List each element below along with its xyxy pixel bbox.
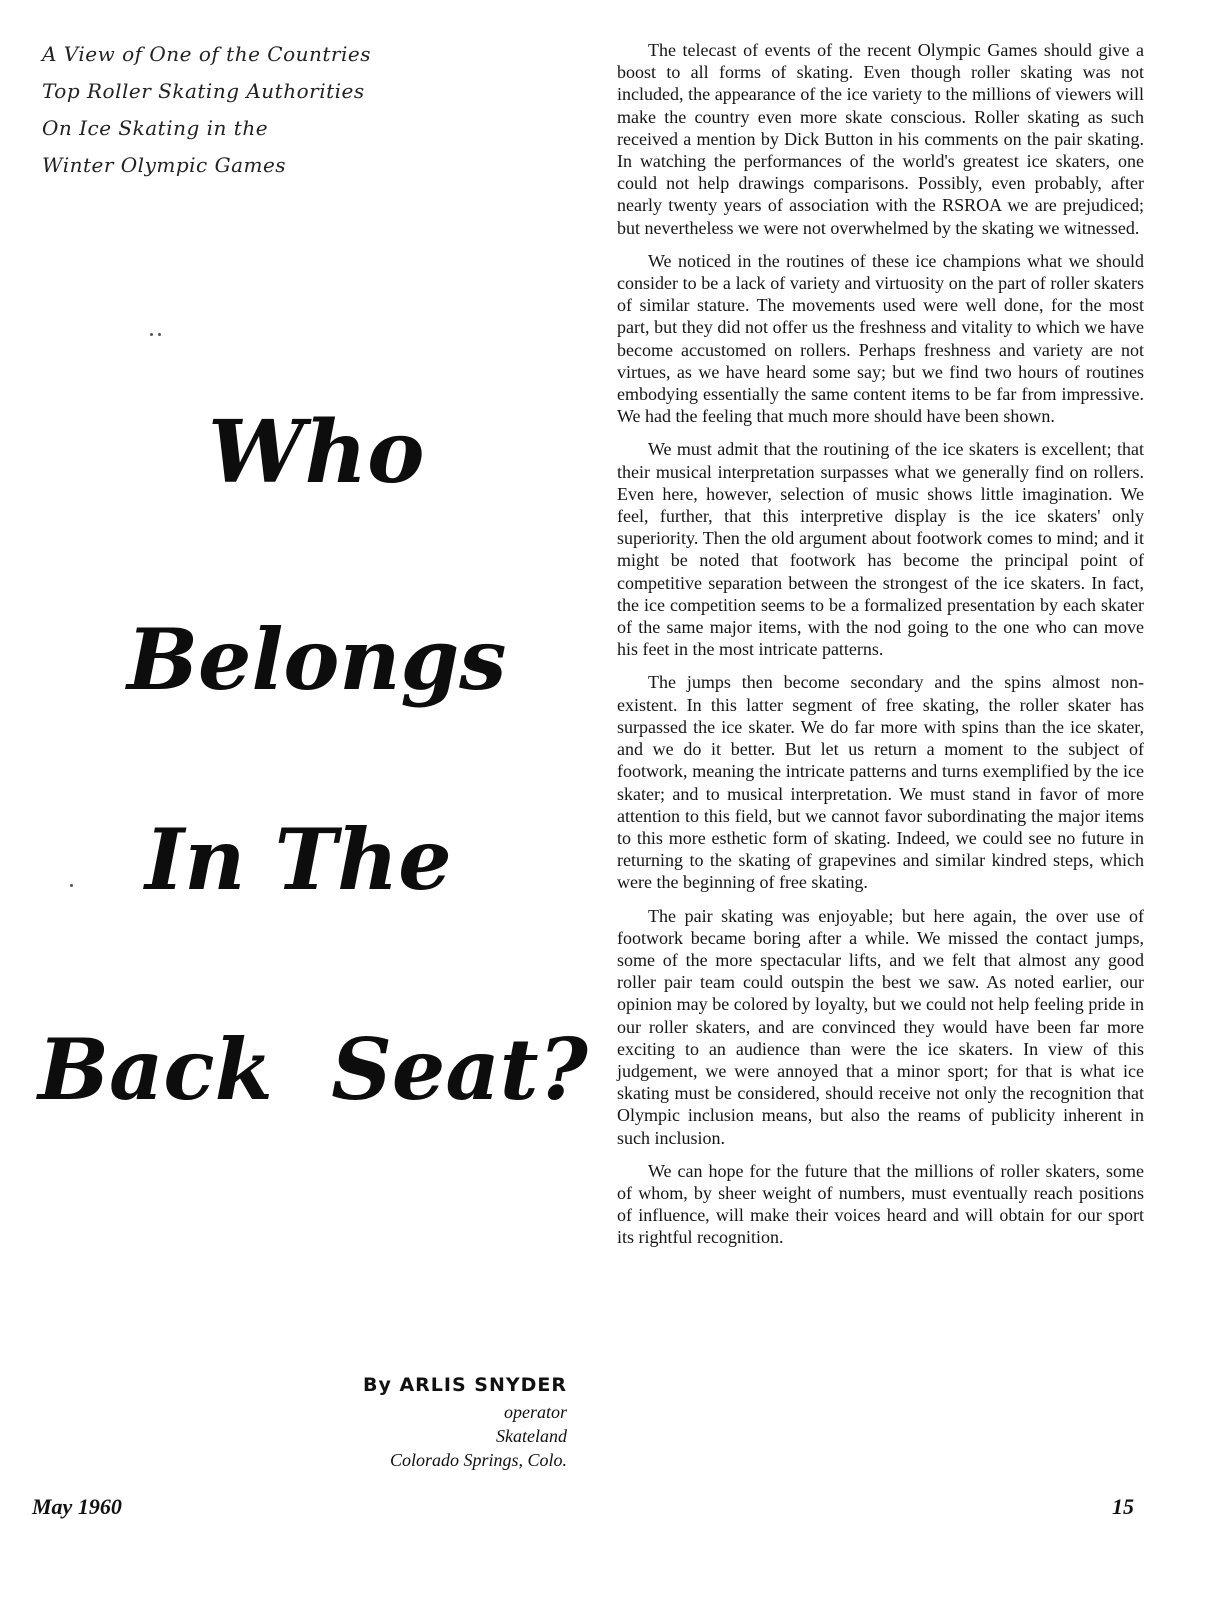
- article-kicker: [42, 36, 442, 184]
- author-name: By ARLIS SNYDER: [362, 1374, 567, 1396]
- print-speck: [158, 333, 161, 336]
- author-role: operator: [504, 1402, 567, 1422]
- kicker-line: A View of One of the Countries: [42, 42, 371, 66]
- article-paragraph: We can hope for the future that the millions of roller skaters, some of whom, by sheer weight of numbers, must eventually reach positions of influence, will make their voices heard and will obtain for our sport its rightful recognition.: [617, 1160, 1144, 1248]
- headline-word: Who: [208, 402, 425, 503]
- article-paragraph: The jumps then become secondary and the spins almost non-existent. In this latter segment of free skating, the roller skater has surpassed the ice skater. We do far more with spins than the ice skater, and we do it better. But let us return a moment to the subject of footwork, meaning the intricate patterns and turns exemplified by the ice skater; and to musical interpretation. We must stand in favor of more attention to this field, but we cannot favor subordinating the major items to this more esthetic form of skating. Indeed, we could see no future in returning to the skating of grapevines and similar kindred steps, which were the beginning of free skating.: [617, 672, 1144, 893]
- issue-date: May 1960: [32, 1494, 122, 1519]
- headline-word: Back Seat?: [38, 1020, 588, 1119]
- print-speck: [150, 333, 153, 336]
- article-paragraph: We must admit that the routining of the ice skaters is excellent; that their musical interpretation surpasses what we generally find on rollers. Even here, however, selection of music shows little imagination. We feel, further, that this interpretive display is the ice skaters' only superiority. Then the old argument about footwork comes to mind; and it might be noted that footwork has become the principal point of competitive separation between the strongest of the ice skaters. In fact, the ice competition seems to be a formalized presentation by each skater of the same major items, with the nod going to the one who can move his feet in the most intricate patterns.: [617, 439, 1144, 660]
- kicker-line: On Ice Skating in the: [42, 116, 269, 140]
- author-location: Colorado Springs, Colo.: [389, 1450, 567, 1470]
- page-number: 15: [1112, 1494, 1134, 1519]
- byline: [167, 1374, 567, 1472]
- article-paragraph: The telecast of events of the recent Olympic Games should give a boost to all forms of skating. Even though roller skating was not included, the appearance of the ice variety to the millions of viewers will make the country even more skate conscious. Roller skating as such received a mention by Dick Button in his comments on the pair skating. In watching the performances of the world's greatest ice skaters, one could not help drawings comparisons. Possibly, even probably, after nearly twenty years of association with the RSROA we are prejudiced; but nevertheless we were not overwhelmed by the skating we witnessed.: [617, 40, 1144, 238]
- article-paragraph: The pair skating was enjoyable; but here again, the over use of footwork became boring after a while. We missed the contact jumps, some of the more spectacular lifts, and we felt that almost any good roller pair team could outspin the best we saw. As noted earlier, our opinion may be colored by loyalty, but we could not help feeling pride in our roller skaters, and are convinced they would have been far more exciting to an audience than were the ice skaters. In view of this judgement, we were annoyed that a minor sport; for that is what ice skating must be considered, should receive not only the recognition that Olympic inclusion means, but also the reams of publicity inherent in such inclusion.: [617, 905, 1144, 1148]
- print-speck: [70, 884, 73, 887]
- kicker-line: Top Roller Skating Authorities: [42, 79, 365, 103]
- headline-word: Belongs: [127, 610, 507, 709]
- kicker-line: Winter Olympic Games: [42, 153, 287, 177]
- article-body: [617, 39, 1144, 1260]
- headline-word: In The: [145, 810, 452, 909]
- article-paragraph: We noticed in the routines of these ice champions what we should consider to be a lack of variety and virtuosity on the part of roller skaters of similar stature. The movements used were well done, for the most part, but they did not offer us the freshness and vitality to which we have become accustomed on rollers. Perhaps freshness and variety are not virtues, as we have heard some say; but we find two hours of routines embodying essentially the same content items to be far from impressive. We had the feeling that much more should have been shown.: [617, 250, 1144, 427]
- author-business: Skateland: [496, 1426, 567, 1446]
